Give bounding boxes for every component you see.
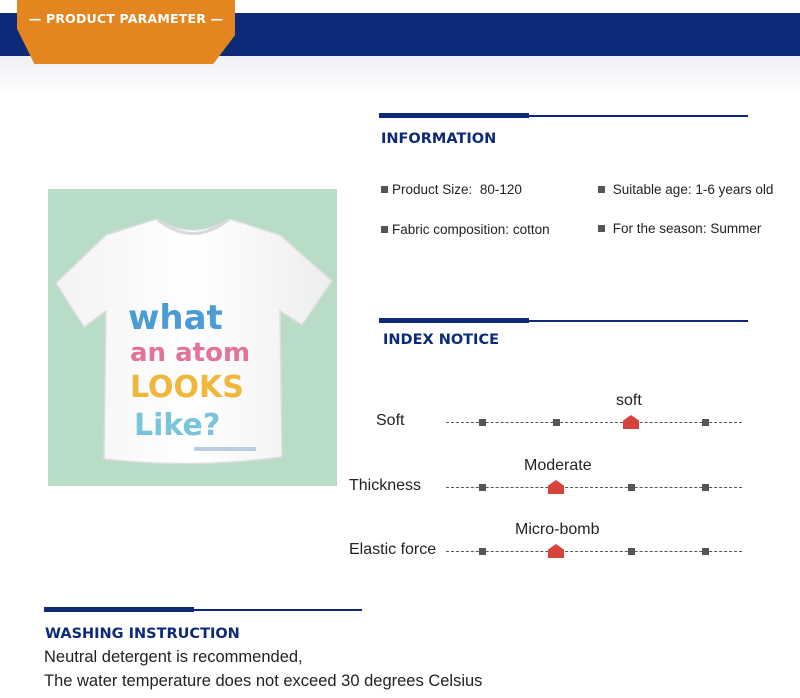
bullet-icon xyxy=(381,226,388,233)
info-season: For the season: Summer xyxy=(598,221,761,236)
scale-marker-icon xyxy=(548,480,564,494)
scale-row-label: Thickness xyxy=(349,477,422,494)
scale-tick xyxy=(702,548,709,555)
print-line-4: Like? xyxy=(134,408,221,443)
print-line-1: what xyxy=(128,298,223,338)
info-product-size: Product Size: 80-120 xyxy=(381,182,522,197)
tshirt-image xyxy=(48,189,337,486)
print-line-3: LOOKS xyxy=(130,370,244,405)
product-photo xyxy=(48,189,337,486)
scale-tick xyxy=(479,484,486,491)
washing-divider xyxy=(44,609,362,611)
print-line-2: an atom xyxy=(130,338,251,368)
scale-tick xyxy=(702,419,709,426)
washing-title: WASHING INSTRUCTION xyxy=(45,626,240,642)
scale-tick xyxy=(553,419,560,426)
info-fabric: Fabric composition: cotton xyxy=(381,222,550,237)
scale-marker-label: Moderate xyxy=(524,457,592,474)
scale-marker-label: Micro-bomb xyxy=(515,521,600,538)
scale-marker-icon xyxy=(548,544,564,558)
washing-line-1: Neutral detergent is recommended, xyxy=(44,648,303,666)
scale-marker-label: soft xyxy=(616,392,642,409)
scale-tick xyxy=(479,419,486,426)
scale-row-label: Soft xyxy=(376,412,405,429)
information-title: INFORMATION xyxy=(381,131,497,147)
scale-tick xyxy=(702,484,709,491)
scale-row-label: Elastic force xyxy=(349,541,437,558)
scale-line xyxy=(446,422,742,423)
scale-tick xyxy=(628,484,635,491)
scale-line xyxy=(446,551,742,552)
section-tab-title: — PRODUCT PARAMETER — xyxy=(28,11,224,26)
bullet-icon xyxy=(598,225,605,232)
bullet-icon xyxy=(598,186,605,193)
scale-line xyxy=(446,487,742,488)
index-divider xyxy=(379,320,748,322)
index-notice-title: INDEX NOTICE xyxy=(383,332,499,348)
washing-line-2: The water temperature does not exceed 30 degrees Celsius xyxy=(44,672,483,690)
scale-tick xyxy=(628,548,635,555)
scale-tick xyxy=(479,548,486,555)
scale-marker-icon xyxy=(623,415,639,429)
information-divider xyxy=(379,115,748,117)
info-suitable-age: Suitable age: 1-6 years old xyxy=(598,182,773,197)
bullet-icon xyxy=(381,186,388,193)
section-tab xyxy=(17,0,235,64)
